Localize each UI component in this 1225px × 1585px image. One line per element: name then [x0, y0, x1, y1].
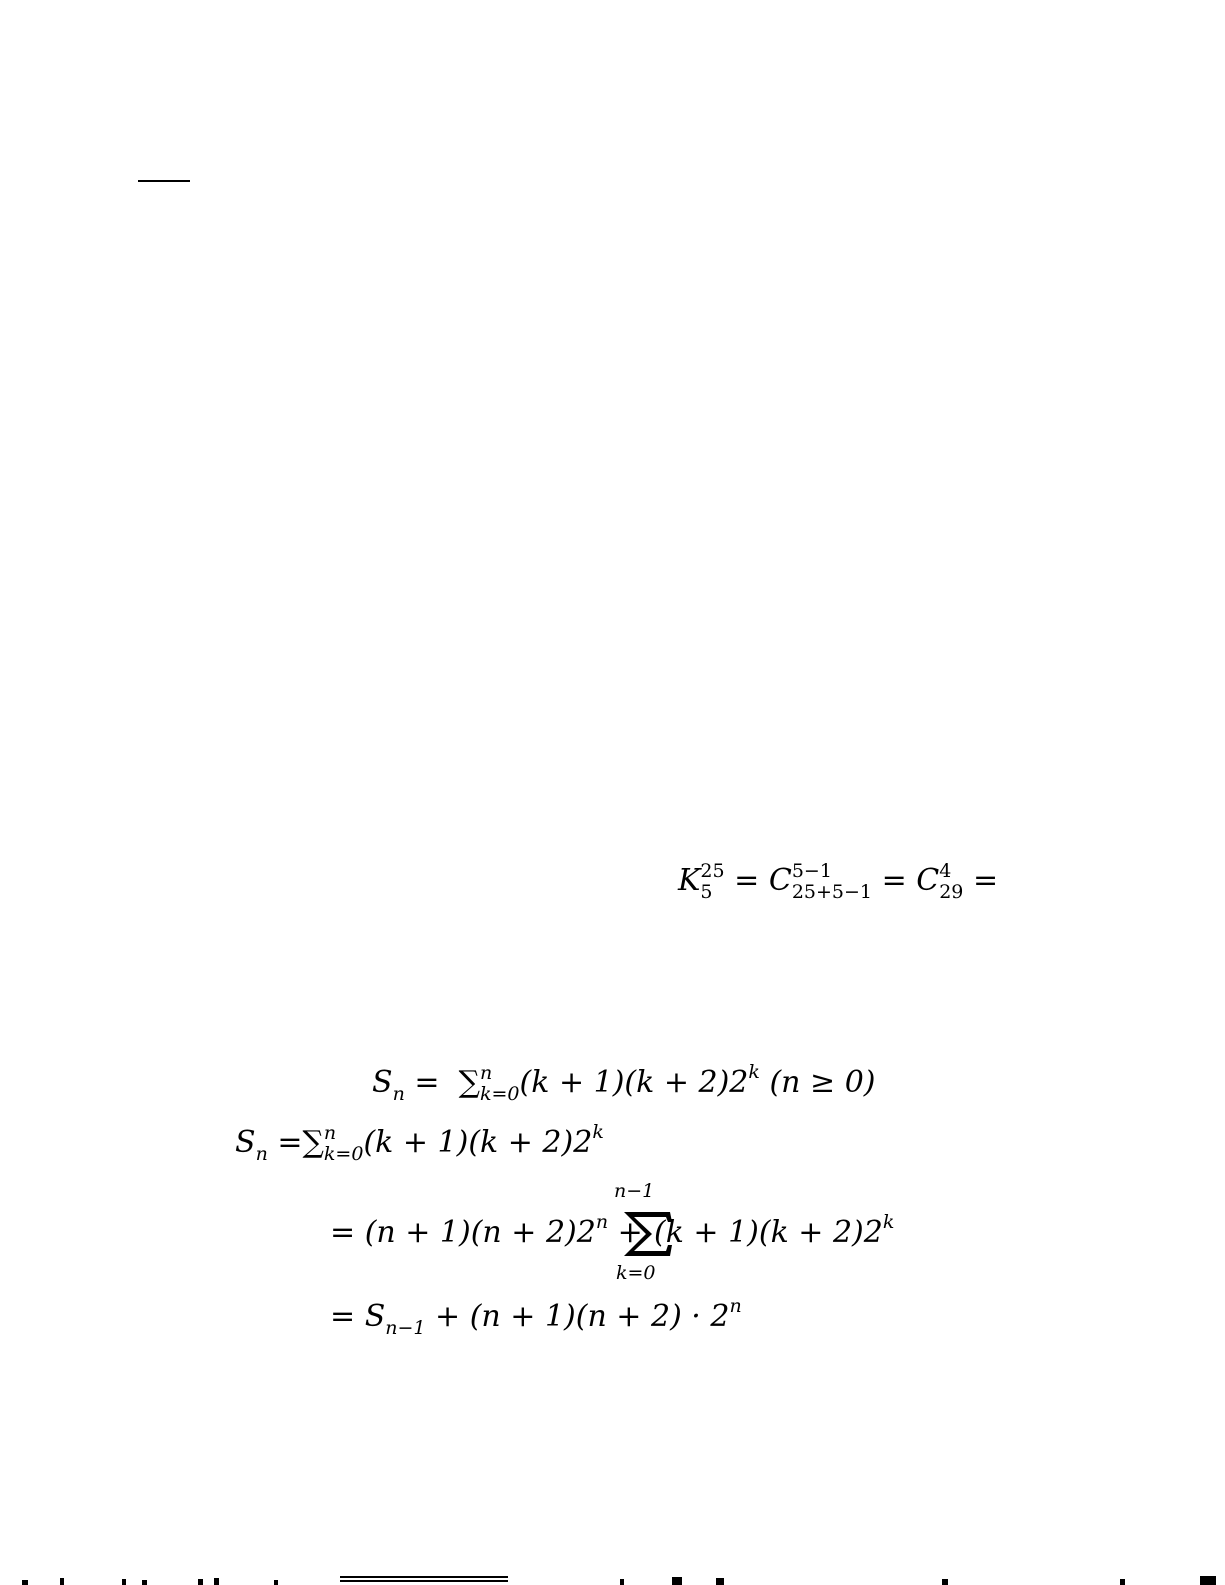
clipped-text-fragments	[0, 1574, 1225, 1585]
formula-sum-definition: $S_n$ = ∑ n k=0 $(k + 1)(k + 2)2^k$ (n ≥ 0)	[372, 1061, 876, 1105]
derivation-line-1: $S_n$ =∑ n k=0 $(k + 1)(k + 2)2^k$	[235, 1121, 604, 1165]
derivation-line-2-term: $(k + 1)(k + 2)2^k$	[654, 1211, 895, 1250]
derivation-line-2: = $(n + 1)(n + 2)2^n$ +	[330, 1211, 643, 1250]
sigma-symbol: ∑	[302, 1125, 324, 1160]
sum-lower-limit: k=0	[616, 1262, 656, 1284]
formula-combinations: K 25 5 = C 5−1 25+5−1 = C 4 29 =	[678, 860, 999, 903]
symbol-c: C	[768, 863, 792, 898]
sigma-symbol: ∑	[458, 1065, 480, 1100]
symbol-k: K	[678, 863, 701, 898]
symbol-c: C	[916, 863, 940, 898]
underline-rule	[138, 180, 190, 182]
sum-upper-limit: n−1	[614, 1180, 655, 1202]
derivation-line-3: = $S_{n-1} + (n + 1)(n + 2) \cdot 2^n$	[330, 1295, 742, 1339]
